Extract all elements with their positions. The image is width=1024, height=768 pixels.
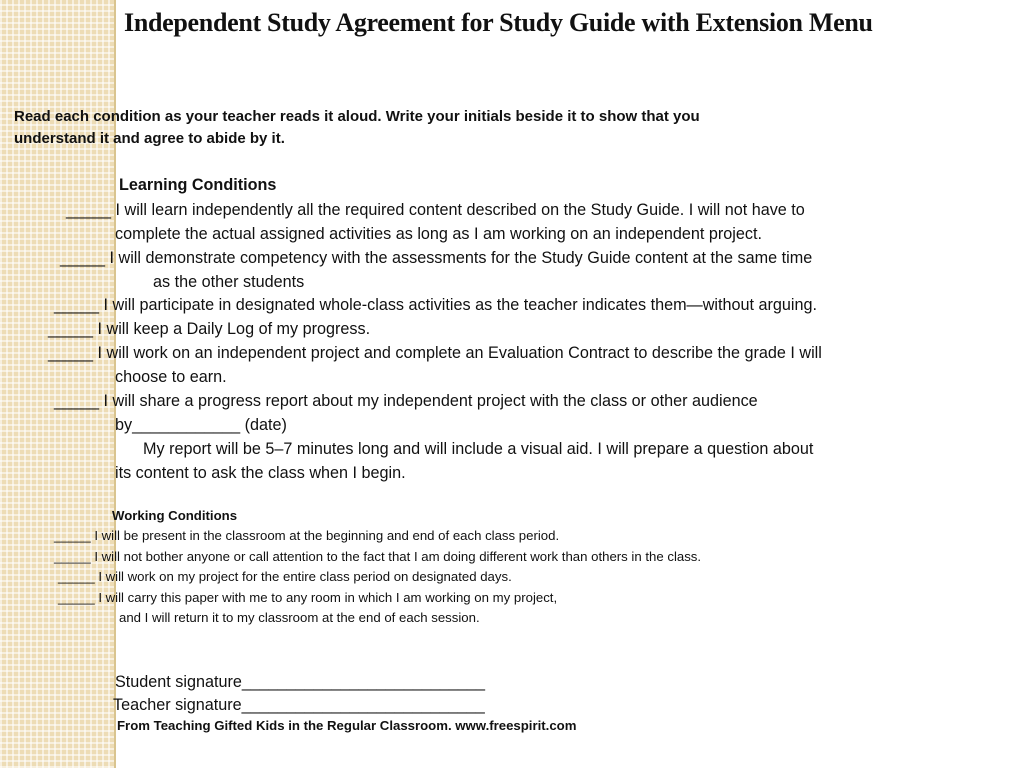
learning-line: choose to earn. (115, 368, 227, 386)
learning-line: its content to ask the class when I begin. (115, 464, 406, 482)
teacher-signature-line: Teacher signature___________________________ (113, 696, 485, 714)
working-line: _____ I will carry this paper with me to any room in which I am working on my project, (58, 590, 558, 605)
working-conditions-heading: Working Conditions (112, 508, 238, 523)
learning-line: _____ I will demonstrate competency with the assessments for the Study Guide content at the same time (60, 249, 813, 267)
learning-line: _____ I will keep a Daily Log of my progress. (48, 320, 371, 338)
working-line: and I will return it to my classroom at the end of each session. (119, 610, 480, 625)
learning-line: by____________ (date) (115, 416, 287, 434)
learning-line: as the other students (153, 273, 305, 291)
learning-conditions-heading: Learning Conditions (119, 176, 277, 194)
page-title: Independent Study Agreement for Study Guide with Extension Menu (124, 8, 873, 37)
intro-line-1: Read each condition as your teacher reads it aloud. Write your initials beside it to show that you (14, 108, 700, 125)
learning-line: My report will be 5–7 minutes long and will include a visual aid. I will prepare a question about (143, 440, 814, 458)
learning-line: _____ I will participate in designated whole-class activities as the teacher indicates them—without arguing. (54, 296, 818, 314)
source-credit: From Teaching Gifted Kids in the Regular Classroom. www.freespirit.com (117, 718, 577, 733)
learning-line: complete the actual assigned activities as long as I am working on an independent project. (115, 225, 762, 243)
intro-line-2: understand it and agree to abide by it. (14, 130, 285, 147)
student-signature-line: Student signature___________________________ (115, 673, 485, 691)
working-line: _____ I will work on my project for the entire class period on designated days. (58, 569, 512, 584)
working-line: _____ I will be present in the classroom at the beginning and end of each class period. (54, 528, 560, 543)
learning-line: _____ I will learn independently all the required content described on the Study Guide. I will not have to (66, 201, 805, 219)
learning-line: _____ I will share a progress report about my independent project with the class or other audience (54, 392, 758, 410)
working-line: _____ I will not bother anyone or call attention to the fact that I am doing different work than others in the class. (54, 549, 702, 564)
learning-line: _____ I will work on an independent project and complete an Evaluation Contract to describe the grade I will (48, 344, 822, 362)
